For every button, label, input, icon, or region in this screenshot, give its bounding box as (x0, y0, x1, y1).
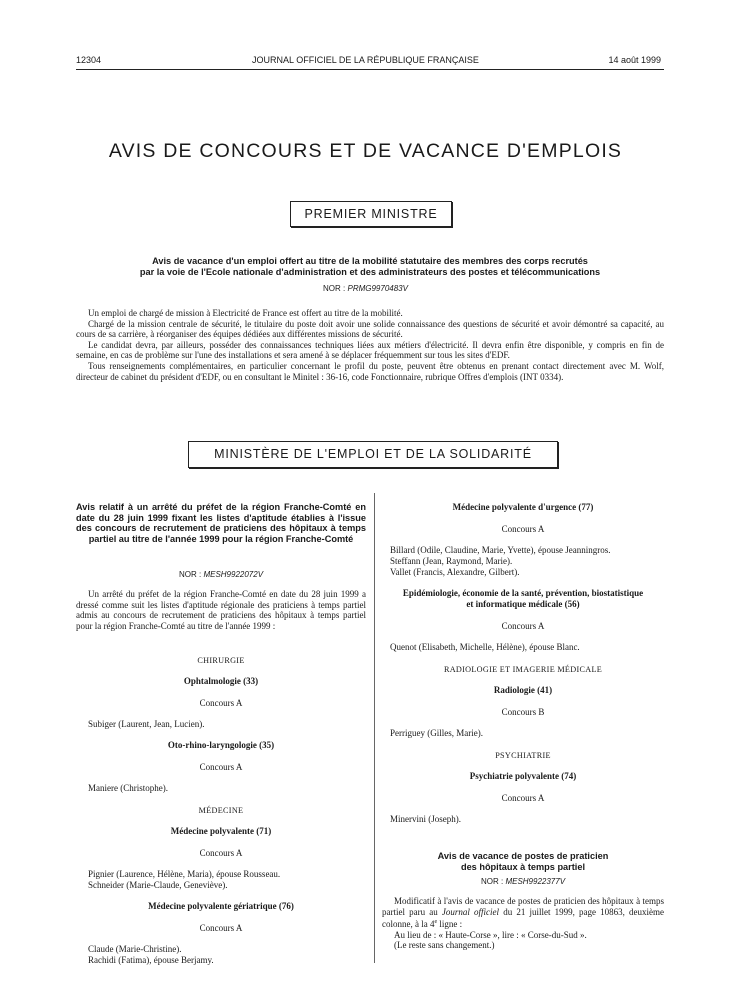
section-heading: MÉDECINE (198, 806, 244, 815)
paragraph: Tous renseignements complémentaires, en particulier concernant le profil du poste, peuvent être obtenus en prenant contact directement avec M. Wolf, directeur de cabinet du président d'EDF, ou en consultant le Minitel : 36-16, code Fonctionnaire, rubrique Offres d'emplois (INT 0334). (76, 360, 664, 382)
specialty-heading: Oto-rhino-laryngologie (35) (167, 740, 275, 750)
candidate-name: Schneider (Marie-Claude, Geneviève). (88, 880, 228, 890)
nor-code: PRMG9970483V (347, 284, 408, 293)
candidate-name: Claude (Marie-Christine). (88, 944, 182, 954)
issue-date: 14 août 1999 (608, 55, 661, 65)
concours-label: Concours A (199, 698, 243, 708)
section-heading: PSYCHIATRIE (495, 751, 551, 760)
candidate-name: Subiger (Laurent, Jean, Lucien). (88, 719, 205, 729)
candidate-name: Rachidi (Fatima), épouse Berjamy. (88, 955, 214, 965)
specialty-heading: Psychiatrie polyvalente (74) (469, 771, 577, 781)
nor-code: MESH9922377V (505, 877, 566, 886)
column-divider (374, 493, 375, 963)
specialty-heading: Médecine polyvalente gériatrique (76) (148, 901, 294, 911)
right-column-lists (382, 502, 664, 825)
vacance-notice-title (382, 851, 664, 872)
concours-label: Concours A (501, 524, 545, 534)
notice-title (76, 256, 664, 278)
nor-code: MESH9922072V (203, 570, 264, 579)
header-rule (76, 69, 664, 70)
concours-label: Concours A (199, 848, 243, 858)
left-intro (76, 589, 366, 631)
specialty-heading: Epidémiologie, économie de la santé, prévention, biostatistique (402, 588, 644, 598)
concours-label: Concours A (199, 762, 243, 772)
paragraph: Un arrêté du préfet de la région Franche-Comté en date du 28 juin 1999 a dressé comme suit les listes d'aptitude régionale des praticiens à temps partiel admis au concours de recrutement de praticiens des hôpitaux à temps partiel pour la région Franche-Comté au titre de l'année 1999 : (76, 589, 366, 631)
modificatif-paragraph (382, 896, 664, 930)
specialty-heading: et informatique médicale (56) (466, 599, 580, 609)
correction-paragraph: Au lieu de : « Haute-Corse », lire : « Corse-du-Sud ». (394, 929, 587, 940)
unchanged-note: (Le reste sans changement.) (394, 940, 495, 951)
paragraph: Le candidat devra, par ailleurs, posséder des connaissances techniques liées aux métiers d'électricité. Il devra enfin être disponible, y compris en fin de semaine, en cas de problème sur l'une des installations et sera amené à se déplacer fréquemment sur tous les sites d'EDF. (76, 339, 664, 361)
paragraph: Un emploi de chargé de mission à Electricité de France est offert au titre de la mobilité. (88, 308, 403, 318)
left-column-lists (76, 655, 366, 966)
candidate-name: Perriguey (Gilles, Marie). (390, 728, 483, 738)
page-title: AVIS DE CONCOURS ET DE VACANCE D'EMPLOIS (108, 140, 623, 162)
vacance-title-line-2: des hôpitaux à temps partiel (460, 861, 586, 872)
nor-label: NOR : (178, 570, 202, 579)
notice-title-line-2: par la voie de l'Ecole nationale d'administration et des administrateurs des postes et télécommunications (139, 267, 601, 277)
concours-label: Concours A (501, 621, 545, 631)
ministry-box-emploi-solidarite: MINISTÈRE DE L'EMPLOI ET DE LA SOLIDARITÉ (188, 441, 558, 468)
candidate-name: Billard (Odile, Claudine, Marie, Yvette), épouse Jeanningros. (390, 545, 611, 555)
specialty-heading: Médecine polyvalente (71) (170, 826, 272, 836)
specialty-heading: Radiologie (41) (493, 685, 553, 695)
paragraph: Chargé de la mission centrale de sécurité, le titulaire du poste doit avoir une solide connaissance des questions de sécurité et avoir démontré sa capacité, au cours de sa carrière, à réorganiser des équipes dédiées aux différentes missions de sécurité. (76, 318, 664, 340)
nor-label: NOR : (480, 877, 504, 886)
concours-label: Concours B (501, 707, 545, 717)
candidate-name: Quenot (Elisabeth, Michelle, Hélène), épouse Blanc. (390, 642, 580, 652)
text: ligne : (437, 919, 463, 930)
vacance-body (382, 896, 664, 951)
candidate-name: Pignier (Laurence, Hélène, Maria), épouse Rousseau. (88, 869, 281, 879)
text: Modificatif à l'avis de vacance de postes de praticien des hôpitaux à temps partiel paru au (382, 896, 664, 917)
superscript: e (434, 919, 438, 926)
vacance-nor-reference (382, 877, 664, 886)
specialty-heading: Médecine polyvalente d'urgence (77) (452, 502, 594, 512)
notice-title-line-1: Avis de vacance d'un emploi offert au titre de la mobilité statutaire des membres des corps recrutés (152, 256, 588, 266)
candidate-name: Vallet (Francis, Alexandre, Gilbert). (390, 567, 520, 577)
nor-label: NOR : (323, 284, 346, 293)
specialty-heading: Ophtalmologie (33) (183, 676, 259, 686)
nor-reference (0, 284, 731, 293)
vacance-title-line-1: Avis de vacance de postes de praticien (437, 851, 609, 861)
text: du 21 juillet 1999, page 10863, deuxième colonne, à la 4 (382, 906, 664, 930)
candidate-name: Maniere (Christophe). (88, 783, 168, 793)
section-heading: RADIOLOGIE ET IMAGERIE MÉDICALE (443, 665, 603, 674)
candidate-name: Steffann (Jean, Raymond, Marie). (390, 556, 513, 566)
concours-label: Concours A (501, 793, 545, 803)
left-nor-reference (76, 570, 366, 579)
page-number: 12304 (76, 55, 102, 65)
journal-name: JOURNAL OFFICIEL DE LA RÉPUBLIQUE FRANÇAISE (252, 55, 479, 65)
concours-label: Concours A (199, 923, 243, 933)
section-heading: CHIRURGIE (197, 656, 245, 665)
journal-reference: Journal officiel (441, 906, 500, 917)
candidate-name: Minervini (Joseph). (390, 814, 461, 824)
notice-body (76, 308, 664, 382)
left-notice-title: Avis relatif à un arrêté du préfet de la région Franche-Comté en date du 28 juin 1999 fixant les listes d'aptitude établies à l'issue des concours de recrutement de praticiens des hôpitaux à temps partiel au titre de l'année 1999 pour la région Franche-Comté (76, 502, 366, 544)
ministry-box-premier-ministre: PREMIER MINISTRE (290, 201, 452, 227)
